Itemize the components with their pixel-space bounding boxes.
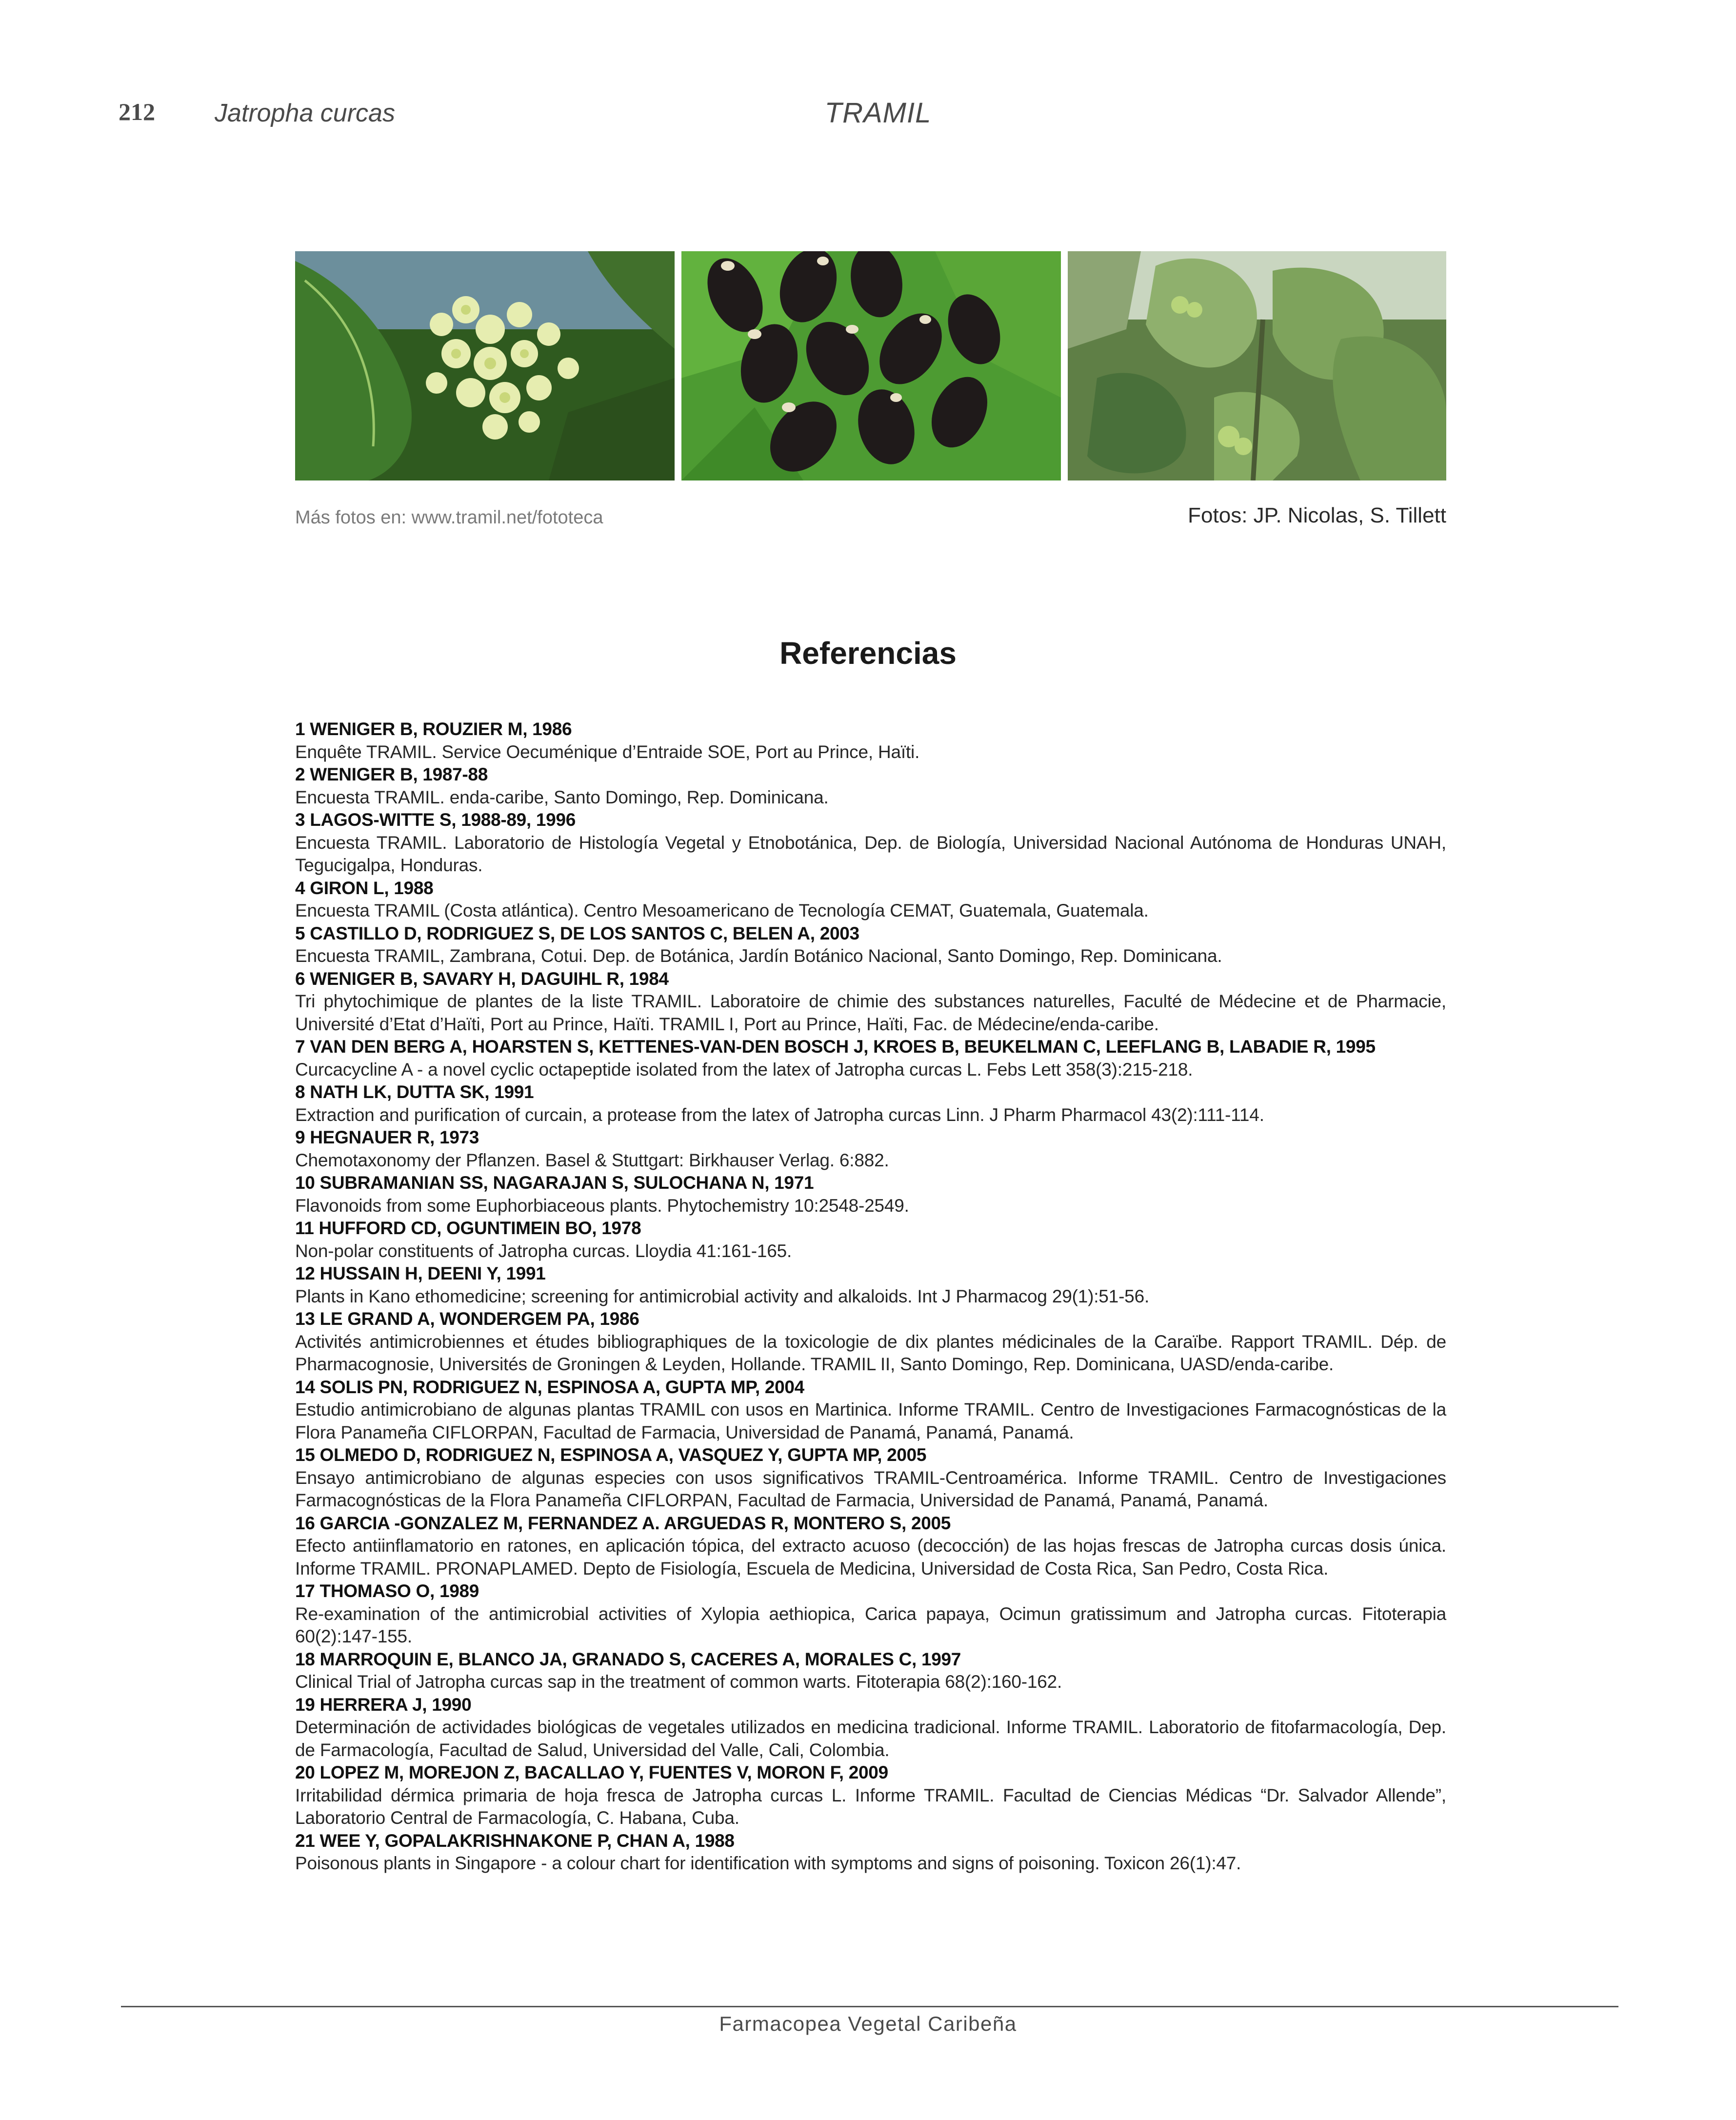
reference-heading: 14 SOLIS PN, RODRIGUEZ N, ESPINOSA A, GUPTA MP, 2004 <box>295 1377 804 1397</box>
photo-flowers <box>295 251 675 480</box>
reference-entry <box>295 922 1446 968</box>
reference-entry <box>295 718 1446 763</box>
reference-entry <box>295 1262 1446 1308</box>
reference-text: Activités antimicrobiennes et études bibliographiques de la toxicologie de dix plantes médicinales de la Caraïbe. Rapport TRAMIL. Dép. de Pharmacognosie, Universités de Groningen & Leyden, Hollande. TRAMIL II, Santo Domingo, Rep. Dominicana, UASD/enda-caribe. <box>295 1331 1446 1374</box>
reference-text: Clinical Trial of Jatropha curcas sap in the treatment of common warts. Fitoterapia 68(2):160-162. <box>295 1672 1062 1692</box>
reference-text: Poisonous plants in Singapore - a colour chart for identification with symptoms and signs of poisoning. Toxicon 26(1):47. <box>295 1853 1241 1873</box>
reference-text: Encuesta TRAMIL. enda-caribe, Santo Domingo, Rep. Dominicana. <box>295 787 829 807</box>
footer-divider <box>121 2006 1618 2007</box>
reference-text: Ensayo antimicrobiano de algunas especies con usos significativos TRAMIL-Centroamérica. Informe TRAMIL. Centro de Investigaciones Farmacognósticas de la Flora Panameña CIFLORPAN, Facultad de Farmacia, Universidad de Panamá, Panamá, Panamá. <box>295 1467 1446 1510</box>
reference-entry <box>295 763 1446 809</box>
reference-entry <box>295 1512 1446 1580</box>
reference-heading: 21 WEE Y, GOPALAKRISHNAKONE P, CHAN A, 1988 <box>295 1830 735 1851</box>
section-title: Referencias <box>779 636 957 671</box>
reference-entry <box>295 1172 1446 1217</box>
more-photos-note: Más fotos en: www.tramil.net/fototeca <box>295 507 603 528</box>
reference-heading: 4 GIRON L, 1988 <box>295 878 434 898</box>
reference-heading: 6 WENIGER B, SAVARY H, DAGUIHL R, 1984 <box>295 968 669 989</box>
reference-text: Curcacycline A - a novel cyclic octapeptide isolated from the latex of Jatropha curcas L. Febs Lett 358(3):215-218. <box>295 1059 1193 1080</box>
reference-text: Encuesta TRAMIL. Laboratorio de Histología Vegetal y Etnobotánica, Dep. de Biología, Universidad Nacional Autónoma de Honduras UNAH, Tegucigalpa, Honduras. <box>295 832 1446 875</box>
reference-text: Re-examination of the antimicrobial activities of Xylopia aethiopica, Carica papaya, Ocimun gratissimum and Jatropha curcas. Fitoterapia 60(2):147-155. <box>295 1603 1446 1646</box>
photo-credit: Fotos: JP. Nicolas, S. Tillett <box>1188 503 1446 527</box>
reference-heading: 20 LOPEZ M, MOREJON Z, BACALLAO Y, FUENTES V, MORON F, 2009 <box>295 1762 888 1782</box>
reference-text: Plants in Kano ethomedicine; screening for antimicrobial activity and alkaloids. Int J Pharmacog 29(1):51-56. <box>295 1286 1150 1306</box>
reference-heading: 15 OLMEDO D, RODRIGUEZ N, ESPINOSA A, VASQUEZ Y, GUPTA MP, 2005 <box>295 1445 927 1465</box>
reference-heading: 11 HUFFORD CD, OGUNTIMEIN BO, 1978 <box>295 1218 641 1238</box>
reference-entry <box>295 1761 1446 1830</box>
reference-heading: 7 VAN DEN BERG A, HOARSTEN S, KETTENES-VAN-DEN BOSCH J, KROES B, BEUKELMAN C, LEEFLANG B, LABADIE R, 1995 <box>295 1037 1376 1057</box>
reference-entry <box>295 1376 1446 1444</box>
running-title: Jatropha curcas <box>215 99 395 127</box>
reference-entry <box>295 877 1446 922</box>
reference-heading: 13 LE GRAND A, WONDERGEM PA, 1986 <box>295 1309 639 1329</box>
reference-heading: 17 THOMASO O, 1989 <box>295 1581 479 1601</box>
reference-entry <box>295 1648 1446 1694</box>
reference-text: Encuesta TRAMIL, Zambrana, Cotui. Dep. de Botánica, Jardín Botánico Nacional, Santo Domingo, Rep. Dominicana. <box>295 946 1222 966</box>
running-header: TRAMIL <box>824 97 932 129</box>
reference-heading: 5 CASTILLO D, RODRIGUEZ S, DE LOS SANTOS C, BELEN A, 2003 <box>295 923 859 943</box>
reference-entry <box>295 1308 1446 1376</box>
reference-entry <box>295 1830 1446 1875</box>
reference-text: Chemotaxonomy der Pflanzen. Basel & Stuttgart: Birkhauser Verlag. 6:882. <box>295 1150 889 1170</box>
reference-text: Tri phytochimique de plantes de la liste TRAMIL. Laboratoire de chimie des substances naturelles, Faculté de Médecine et de Pharmacie, Université d’Etat d’Haïti, Port au Prince, Haïti. TRAMIL I, Port au Prince, Haïti, Fac. de Médecine/enda-caribe. <box>295 991 1446 1034</box>
reference-text: Flavonoids from some Euphorbiaceous plants. Phytochemistry 10:2548-2549. <box>295 1195 909 1216</box>
page-number: 212 <box>119 98 155 125</box>
reference-text: Encuesta TRAMIL (Costa atlántica). Centro Mesoamericano de Tecnología CEMAT, Guatemala, Guatemala. <box>295 900 1149 920</box>
reference-list <box>295 718 1446 1875</box>
reference-heading: 2 WENIGER B, 1987-88 <box>295 764 488 784</box>
footer-title: Farmacopea Vegetal Caribeña <box>719 2012 1017 2035</box>
reference-heading: 18 MARROQUIN E, BLANCO JA, GRANADO S, CACERES A, MORALES C, 1997 <box>295 1649 961 1669</box>
photo-strip <box>295 251 1446 480</box>
reference-heading: 12 HUSSAIN H, DEENI Y, 1991 <box>295 1263 546 1283</box>
reference-heading: 9 HEGNAUER R, 1973 <box>295 1127 479 1147</box>
reference-entry <box>295 1580 1446 1648</box>
reference-entry <box>295 809 1446 877</box>
reference-text: Enquête TRAMIL. Service Oecuménique d’Entraide SOE, Port au Prince, Haïti. <box>295 741 920 762</box>
reference-heading: 10 SUBRAMANIAN SS, NAGARAJAN S, SULOCHANA N, 1971 <box>295 1173 814 1193</box>
reference-text: Efecto antiinflamatorio en ratones, en aplicación tópica, del extracto acuoso (decocción) de las hojas frescas de Jatropha curcas dosis única. Informe TRAMIL. PRONAPLAMED. Depto de Fisiología, Escuela de Medicina, Universidad de Costa Rica, San Pedro, Costa Rica. <box>295 1536 1446 1579</box>
reference-text: Estudio antimicrobiano de algunas plantas TRAMIL con usos en Martinica. Informe TRAMIL. Centro de Investigaciones Farmacognósticas de la Flora Panameña CIFLORPAN, Facultad de Farmacia, Universidad de Panamá, Panamá, Panamá. <box>295 1400 1446 1442</box>
reference-heading: 8 NATH LK, DUTTA SK, 1991 <box>295 1082 534 1102</box>
reference-entry <box>295 1694 1446 1762</box>
reference-text: Non-polar constituents of Jatropha curcas. Lloydia 41:161-165. <box>295 1240 792 1261</box>
reference-heading: 1 WENIGER B, ROUZIER M, 1986 <box>295 719 572 739</box>
reference-entry <box>295 1217 1446 1262</box>
reference-entry <box>295 968 1446 1036</box>
reference-heading: 16 GARCIA -GONZALEZ M, FERNANDEZ A. ARGUEDAS R, MONTERO S, 2005 <box>295 1513 951 1533</box>
reference-heading: 19 HERRERA J, 1990 <box>295 1694 472 1715</box>
reference-entry <box>295 1036 1446 1081</box>
reference-entry <box>295 1126 1446 1172</box>
reference-entry <box>295 1081 1446 1126</box>
reference-text: Extraction and purification of curcain, a protease from the latex of Jatropha curcas Linn. J Pharm Pharmacol 43(2):111-114. <box>295 1104 1264 1125</box>
photo-seeds <box>681 251 1061 480</box>
reference-entry <box>295 1444 1446 1512</box>
reference-text: Irritabilidad dérmica primaria de hoja fresca de Jatropha curcas L. Informe TRAMIL. Facultad de Ciencias Médicas “Dr. Salvador Allende”, Laboratorio Central de Farmacología, C. Habana, Cuba. <box>295 1785 1446 1828</box>
reference-heading: 3 LAGOS-WITTE S, 1988-89, 1996 <box>295 810 576 830</box>
photo-plant <box>1068 251 1446 480</box>
reference-text: Determinación de actividades biológicas de vegetales utilizados en medicina tradicional. Informe TRAMIL. Laboratorio de fitofarmacología, Dep. de Farmacología, Facultad de Salud, Universidad del Valle, Cali, Colombia. <box>295 1717 1446 1760</box>
